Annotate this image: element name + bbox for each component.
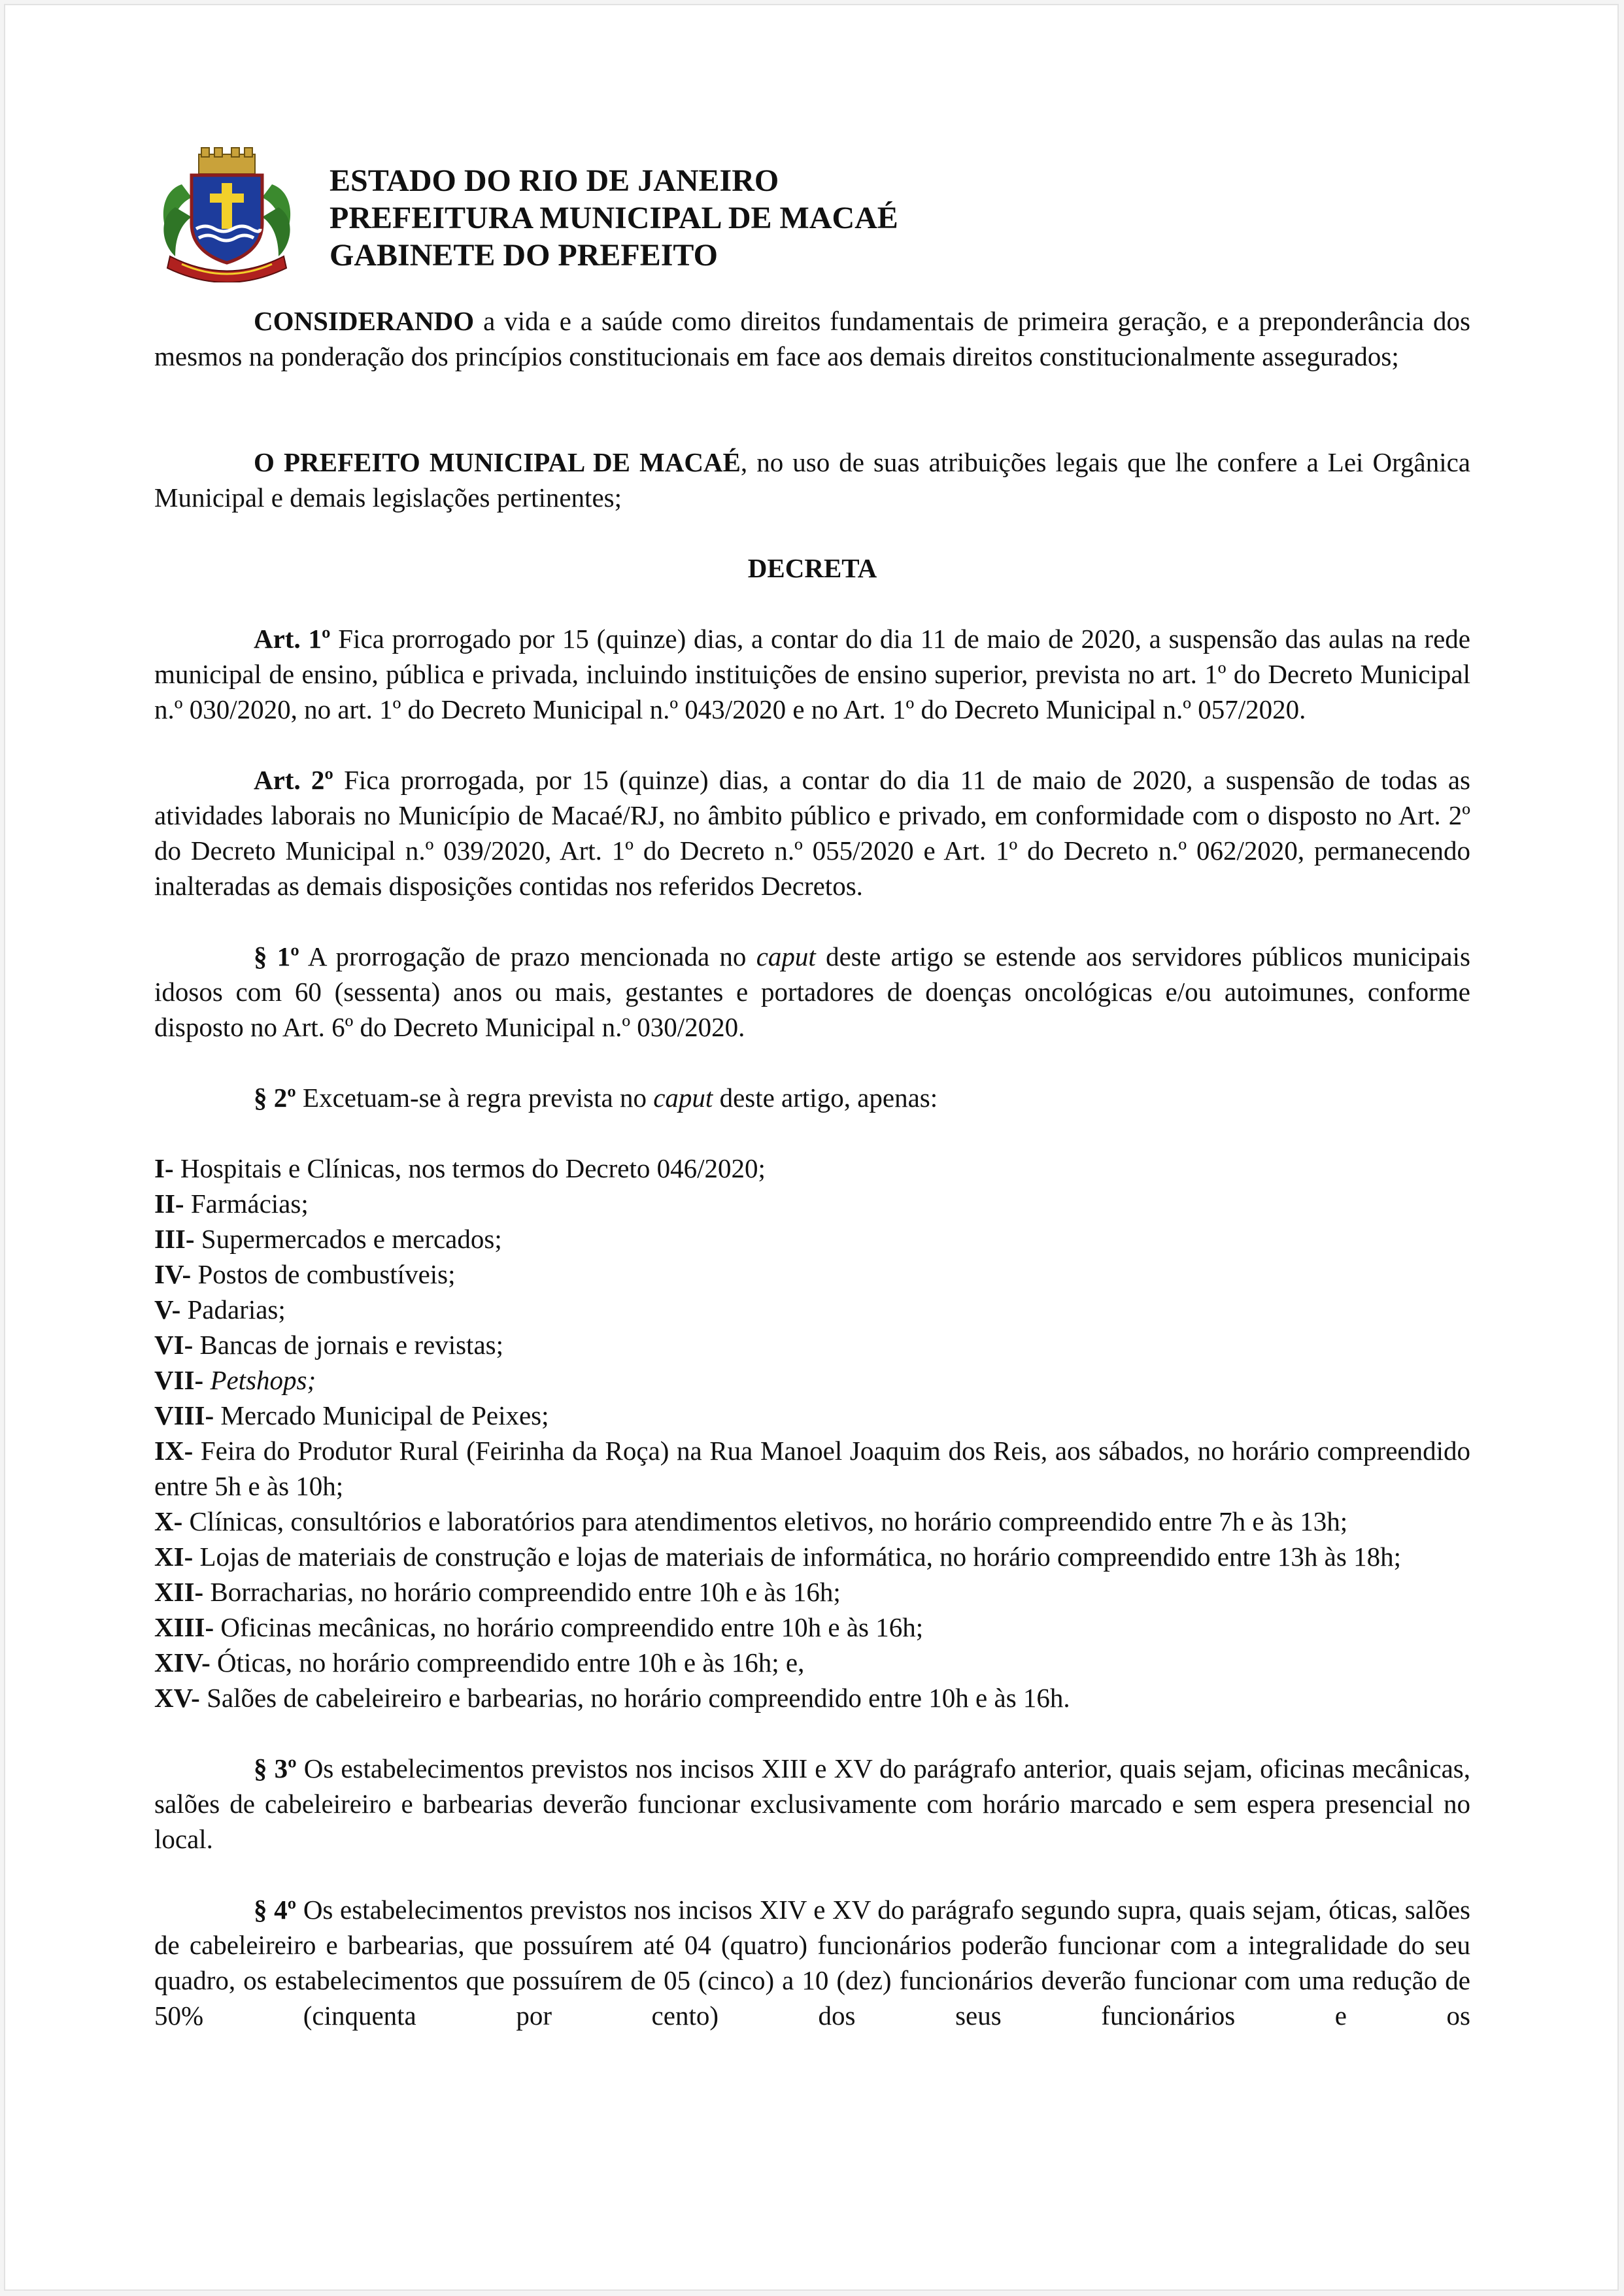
paragraph-4 [154,1892,1470,2033]
paragraph-3-label: § 3º [254,1753,297,1783]
inciso-number: X- [154,1506,183,1536]
article-1-label: Art. 1º [254,624,331,654]
document-body [154,303,1470,2033]
considerando-paragraph [154,303,1470,374]
incisos-list [154,1151,1470,1715]
paragraph-2 [154,1080,1470,1115]
list-item [154,1645,1470,1680]
inciso-text: Postos de combustíveis; [191,1259,456,1289]
paragraph-2-text-b: deste artigo, apenas: [713,1083,938,1113]
paragraph-2-caput: caput [653,1083,713,1113]
inciso-number: I- [154,1153,174,1183]
inciso-number: II- [154,1189,184,1219]
paragraph-4-text: Os estabelecimentos previstos nos incisos XIV e XV do parágrafo segundo supra, quais sejam, óticas, salões de cabeleireiro e barbearias, que possuírem até 04 (quatro) funcionários poderão funcionar com a integralidade do seu quadro, os estabelecimentos que possuírem de 05 (cinco) a 10 (dez) funcionários deverão funcionar com uma redução de 50% (cinquenta por cento) dos seus funcionários e os [154,1895,1470,2031]
header-prefecture: PREFEITURA MUNICIPAL DE MACAÉ [330,201,898,235]
inciso-text: Supermercados e mercados; [194,1224,502,1254]
inciso-number: VI- [154,1330,194,1360]
inciso-number: XIV- [154,1647,211,1678]
inciso-text: Oficinas mecânicas, no horário compreendido entre 10h e às 16h; [214,1612,924,1642]
list-item [154,1221,1470,1257]
inciso-number: IX- [154,1436,194,1466]
inciso-number: III- [154,1224,195,1254]
considerando-text: a vida e a saúde como direitos fundamentais de primeira geração, e a preponderância dos mesmos na ponderação dos princípios constitucionais em face aos demais direitos constitucionalmente assegurados; [154,306,1470,371]
paragraph-1-caput: caput [756,941,816,971]
prefeito-text: , no uso de suas atribuições legais que lhe confere a Lei Orgânica Municipal e demais legislações pertinentes; [154,447,1470,513]
prefeito-label: O PREFEITO MUNICIPAL DE MACAÉ [254,447,741,477]
list-item [154,1433,1470,1504]
article-2-label: Art. 2º [254,765,333,795]
inciso-text: Petshops; [203,1365,316,1395]
decreta-heading: DECRETA [747,553,877,583]
list-item [154,1610,1470,1645]
inciso-number: XV- [154,1683,200,1713]
list-item [154,1504,1470,1539]
paragraph-1-text-b: deste artigo se estende aos servidores públicos municipais idosos com 60 (sessenta) anos ou mais, gestantes e portadores de doenças oncológicas e/ou autoimunes, conforme disposto no Art. 6º do Decreto Municipal n.º 030/2020. [154,941,1470,1042]
article-1 [154,621,1470,727]
header-cabinet: GABINETE DO PREFEITO [330,238,718,273]
inciso-text: Bancas de jornais e revistas; [193,1330,503,1360]
inciso-number: IV- [154,1259,192,1289]
paragraph-3-text: Os estabelecimentos previstos nos incisos XIII e XV do parágrafo anterior, quais sejam, oficinas mecânicas, salões de cabeleireiro e barbearias deverão funcionar exclusivamente com horário marcado e sem espera presencial no local. [154,1753,1470,1854]
list-item [154,1257,1470,1292]
paragraph-4-label: § 4º [254,1895,297,1925]
inciso-number: VIII- [154,1400,214,1430]
inciso-text: Feira do Produtor Rural (Feirinha da Roça) na Rua Manoel Joaquim dos Reis, aos sábados, no horário compreendido entre 5h e às 10h; [154,1436,1470,1501]
inciso-text: Mercado Municipal de Peixes; [214,1400,549,1430]
article-2 [154,762,1470,903]
list-item [154,1151,1470,1186]
inciso-number: VII- [154,1365,204,1395]
paragraph-2-text-a: Excetuam-se à regra prevista no [296,1083,654,1113]
coat-of-arms-icon [156,145,298,282]
document-page [4,4,1619,2291]
paragraph-1 [154,939,1470,1045]
paragraph-3 [154,1751,1470,1857]
inciso-text: Óticas, no horário compreendido entre 10h e às 16h; e, [210,1647,805,1678]
inciso-number: XII- [154,1577,204,1607]
paragraph-1-label: § 1º [254,941,299,971]
article-1-text: Fica prorrogado por 15 (quinze) dias, a contar do dia 11 de maio de 2020, a suspensão das aulas na rede municipal de ensino, pública e privada, incluindo instituições de ensino superior, prevista no art. 1º do Decreto Municipal n.º 030/2020, no art. 1º do Decreto Municipal n.º 043/2020 e no Art. 1º do Decreto Municipal n.º 057/2020. [154,624,1470,724]
inciso-text: Farmácias; [184,1189,309,1219]
letterhead [156,143,1463,286]
inciso-number: V- [154,1294,181,1325]
header-state: ESTADO DO RIO DE JANEIRO [330,163,779,198]
list-item [154,1398,1470,1433]
paragraph-2-label: § 2º [254,1083,296,1113]
inciso-text: Borracharias, no horário compreendido entre 10h e às 16h; [203,1577,841,1607]
inciso-text: Salões de cabeleireiro e barbearias, no horário compreendido entre 10h e às 16h. [199,1683,1070,1713]
considerando-label: CONSIDERANDO [254,306,475,336]
inciso-number: XI- [154,1542,194,1572]
inciso-text: Hospitais e Clínicas, nos termos do Decreto 046/2020; [173,1153,766,1183]
list-item [154,1292,1470,1327]
article-2-text: Fica prorrogada, por 15 (quinze) dias, a contar do dia 11 de maio de 2020, a suspensão de todas as atividades laborais no Município de Macaé/RJ, no âmbito público e privado, em conformidade com o disposto no Art. 2º do Decreto Municipal n.º 039/2020, Art. 1º do Decreto n.º 055/2020 e Art. 1º do Decreto n.º 062/2020, permanecendo inalteradas as demais disposições contidas nos referidos Decretos. [154,765,1470,901]
inciso-text: Clínicas, consultórios e laboratórios para atendimentos eletivos, no horário compreendido entre 7h e às 13h; [182,1506,1348,1536]
list-item [154,1186,1470,1221]
prefeito-paragraph [154,445,1470,515]
list-item [154,1574,1470,1610]
list-item [154,1539,1470,1574]
inciso-number: XIII- [154,1612,214,1642]
inciso-text: Padarias; [180,1294,286,1325]
paragraph-1-text-a: A prorrogação de prazo mencionada no [299,941,756,971]
list-item [154,1680,1470,1715]
inciso-text: Lojas de materiais de construção e lojas de materiais de informática, no horário compreendido entre 13h às 18h; [193,1542,1401,1572]
list-item [154,1327,1470,1362]
list-item [154,1362,1470,1398]
